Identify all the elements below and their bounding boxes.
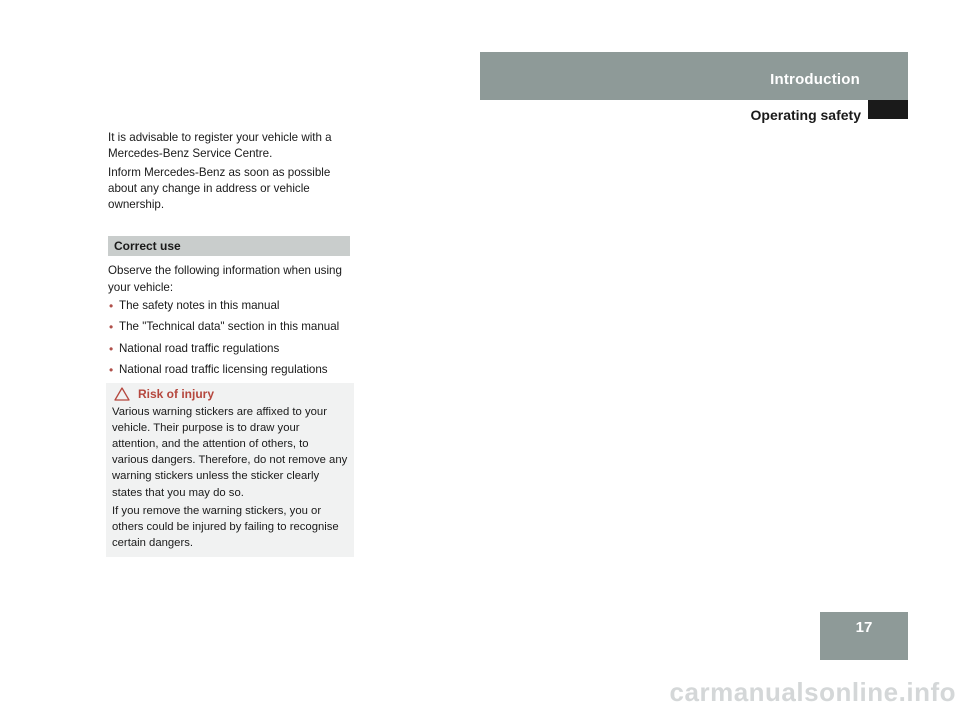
content-column: [108, 130, 350, 557]
warning-header: [112, 386, 348, 402]
page-number-box: [820, 612, 908, 660]
chapter-title: Introduction: [770, 71, 860, 88]
warning-paragraph-1: Various warning stickers are affixed to your vehicle. Their purpose is to draw your attention, and the attention of others, to various dangers. Therefore, do not remove any warning stickers unless the sticker clearly states that you may do so.: [112, 405, 348, 499]
chapter-tab: [480, 52, 908, 100]
list-item-text: National road traffic regulations: [119, 341, 280, 355]
bullet-icon: •: [109, 362, 114, 377]
page-number: 17: [855, 619, 873, 636]
watermark: carmanualsonline.info: [669, 677, 956, 707]
bullet-icon: •: [109, 341, 114, 356]
warning-title: Risk of injury: [138, 387, 215, 402]
list-item: [108, 298, 350, 314]
list-item-text: The safety notes in this manual: [119, 299, 280, 313]
correct-use-list: [108, 298, 350, 378]
warning-triangle-icon: [114, 387, 130, 401]
bullet-icon: •: [109, 299, 114, 314]
section-marker: [868, 100, 908, 119]
warning-box: [106, 383, 354, 557]
list-item: [108, 362, 350, 378]
correct-use-intro: Observe the following information when using your vehicle:: [108, 264, 342, 294]
registration-paragraph-1: It is advisable to register your vehicle with a Mercedes-Benz Service Centre.: [108, 131, 332, 161]
bullet-icon: •: [109, 320, 114, 335]
list-item: [108, 341, 350, 357]
list-item-text: National road traffic licensing regulations: [119, 362, 328, 376]
list-item-text: The "Technical data" section in this manual: [119, 320, 340, 334]
section-title: Operating safety: [750, 107, 861, 123]
registration-paragraph-2: Inform Mercedes-Benz as soon as possible about any change in address or vehicle ownership.: [108, 165, 331, 212]
list-item: [108, 319, 350, 335]
correct-use-heading: Correct use: [114, 239, 181, 254]
warning-paragraph-2: If you remove the warning stickers, you or others could be injured by failing to recognise certain dangers.: [112, 504, 339, 550]
correct-use-heading-bar: [108, 236, 350, 256]
